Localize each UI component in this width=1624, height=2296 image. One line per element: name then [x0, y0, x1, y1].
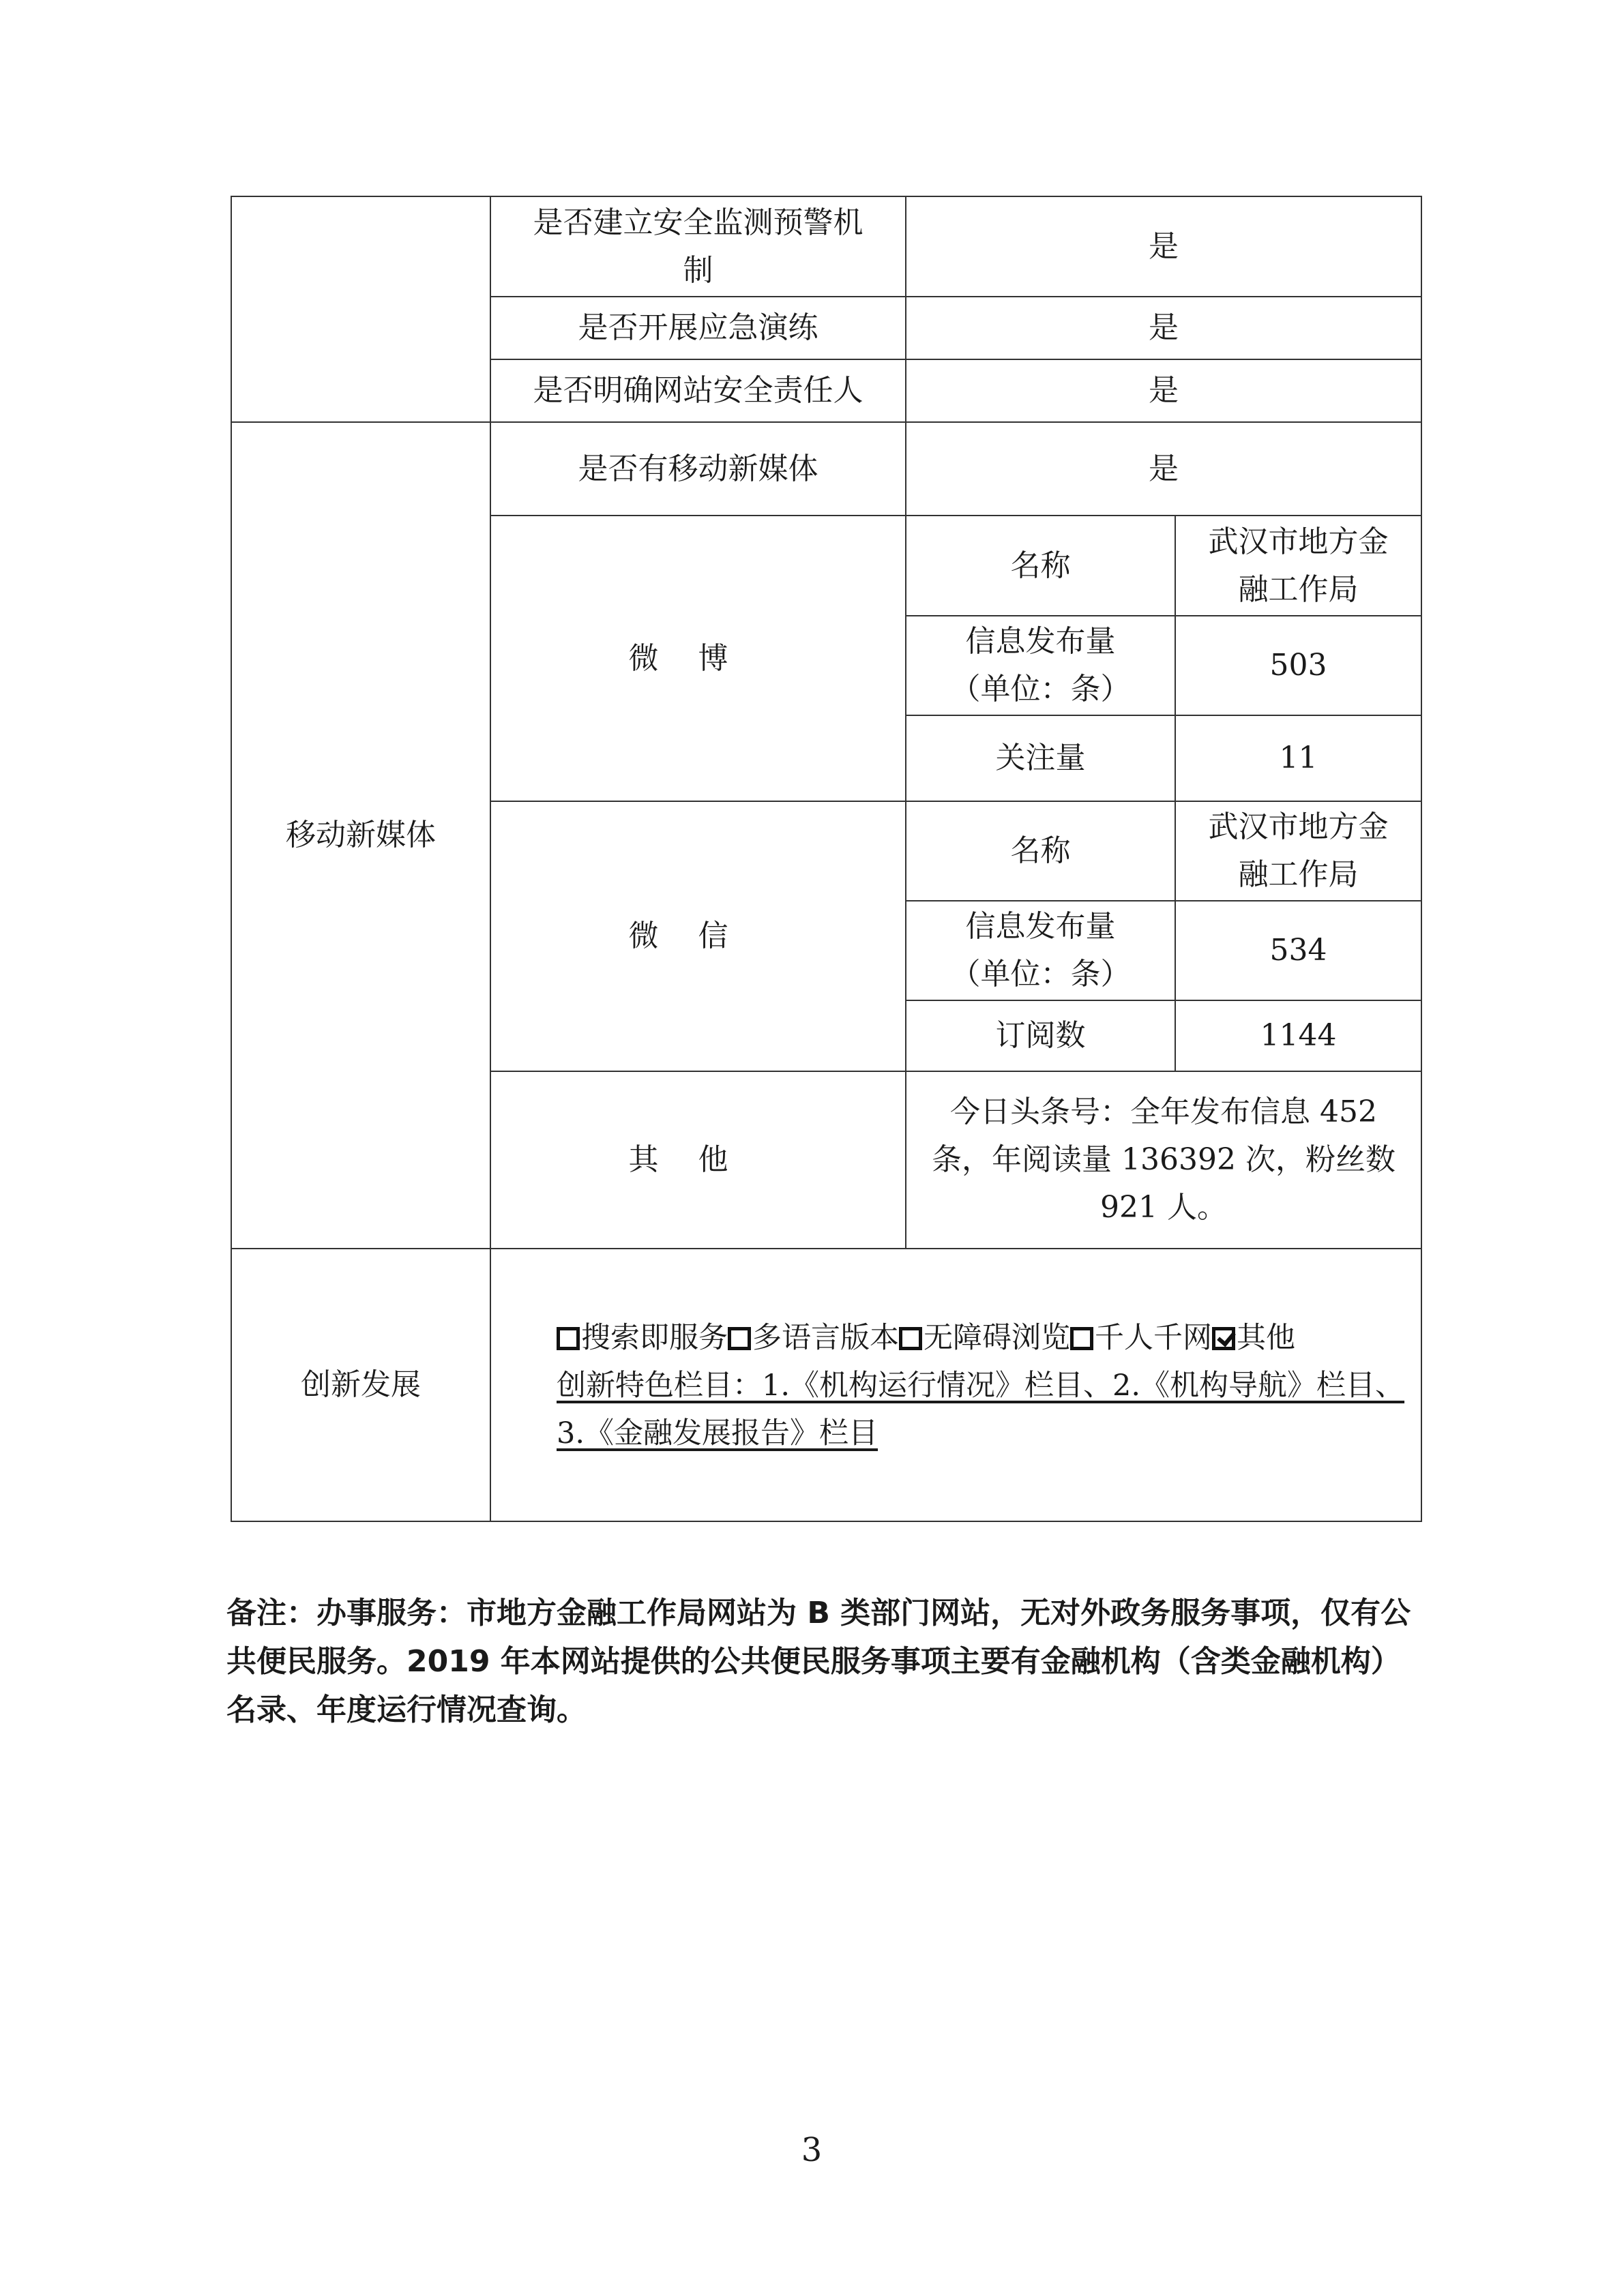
field-value: 武汉市地方金融工作局 — [1208, 524, 1389, 607]
mobile-section-cell — [231, 422, 490, 1249]
security-label-cell — [490, 196, 906, 297]
row-value: 是 — [1149, 373, 1179, 408]
checkbox-unchecked-icon[interactable] — [728, 1327, 751, 1350]
option-accessibility[interactable] — [899, 1321, 1070, 1355]
row-label: 是否建立安全监测预警机制 — [533, 205, 863, 288]
row-label: 是否有移动新媒体 — [578, 451, 818, 486]
field-value: 武汉市地方金融工作局 — [1208, 809, 1389, 892]
checkbox-checked-icon[interactable] — [1212, 1327, 1235, 1350]
field-value: 11 — [1279, 741, 1318, 775]
blank-section-cell — [231, 196, 490, 422]
platform-label: 微信 — [628, 919, 768, 953]
weibo-platform-cell — [490, 516, 906, 801]
option-label: 其他 — [1237, 1321, 1295, 1355]
field-label: 名称 — [1010, 548, 1071, 583]
row-value: 是 — [1149, 228, 1179, 264]
weibo-name-value-cell — [1175, 516, 1421, 616]
security-label-cell — [490, 297, 906, 359]
wechat-name-value-cell — [1175, 801, 1421, 901]
field-label: 信息发布量（单位：条） — [950, 624, 1131, 706]
security-label-cell — [490, 359, 906, 422]
row-label: 是否明确网站安全责任人 — [533, 373, 863, 408]
field-value: 1144 — [1260, 1018, 1337, 1053]
weibo-name-label-cell — [906, 516, 1175, 616]
report-table — [231, 196, 1422, 1522]
platform-label: 其他 — [628, 1142, 768, 1177]
wechat-platform-cell — [490, 801, 906, 1071]
security-value-cell — [906, 196, 1421, 297]
field-value: 503 — [1269, 648, 1327, 683]
field-value: 534 — [1269, 933, 1327, 968]
innovation-description: 创新特色栏目：1.《机构运行情况》栏目、2.《机构导航》栏目、3.《金融发展报告》栏目 — [557, 1369, 1405, 1450]
security-value-cell — [906, 297, 1421, 359]
option-label: 千人千网 — [1095, 1321, 1212, 1355]
row-value: 是 — [1149, 451, 1179, 486]
weibo-posts-label-cell — [906, 616, 1175, 715]
weibo-posts-value-cell — [1175, 616, 1421, 715]
table-row — [231, 196, 1421, 297]
option-label: 无障碍浏览 — [924, 1321, 1070, 1355]
innovation-content-cell — [490, 1249, 1421, 1521]
wechat-posts-label-cell — [906, 901, 1175, 1000]
checkbox-unchecked-icon[interactable] — [899, 1327, 922, 1350]
field-label: 信息发布量（单位：条） — [950, 909, 1131, 992]
has-mobile-label-cell — [490, 422, 906, 516]
field-label: 订阅数 — [995, 1018, 1086, 1053]
wechat-sub-value-cell — [1175, 1000, 1421, 1071]
innovation-section-cell — [231, 1249, 490, 1521]
table-row — [231, 422, 1421, 516]
weibo-follow-value-cell — [1175, 715, 1421, 801]
field-label: 关注量 — [995, 741, 1086, 775]
field-label: 名称 — [1010, 833, 1071, 868]
wechat-posts-value-cell — [1175, 901, 1421, 1000]
checkbox-unchecked-icon[interactable] — [1070, 1327, 1093, 1350]
row-value: 是 — [1149, 310, 1179, 345]
other-value-cell — [906, 1071, 1421, 1249]
page-number: 3 — [801, 2131, 823, 2169]
field-value: 今日头条号：全年发布信息 452 条，年阅读量 136392 次，粉丝数 921 人。 — [932, 1094, 1396, 1225]
wechat-name-label-cell — [906, 801, 1175, 901]
option-search-as-service[interactable] — [557, 1321, 728, 1355]
section-title: 创新发展 — [301, 1367, 421, 1402]
option-personalized[interactable] — [1070, 1321, 1212, 1355]
weibo-follow-label-cell — [906, 715, 1175, 801]
option-other[interactable] — [1212, 1321, 1295, 1355]
has-mobile-value-cell — [906, 422, 1421, 516]
option-multilingual[interactable] — [728, 1321, 899, 1355]
footnote: 备注：办事服务：市地方金融工作局网站为 B 类部门网站，无对外政务服务事项，仅有公共便民服务。2019 年本网站提供的公共便民服务事项主要有金融机构（含类金融机构）名录、年度运行情况查询。 — [226, 1596, 1411, 1727]
option-label: 搜索即服务 — [581, 1321, 728, 1355]
option-label: 多语言版本 — [752, 1321, 899, 1355]
other-platform-cell — [490, 1071, 906, 1249]
checkbox-unchecked-icon[interactable] — [557, 1327, 580, 1350]
row-label: 是否开展应急演练 — [578, 310, 818, 345]
platform-label: 微博 — [628, 640, 768, 676]
table-row — [231, 1249, 1421, 1521]
innovation-options — [557, 1314, 1407, 1362]
security-value-cell — [906, 359, 1421, 422]
wechat-sub-label-cell — [906, 1000, 1175, 1071]
section-title: 移动新媒体 — [286, 818, 436, 852]
